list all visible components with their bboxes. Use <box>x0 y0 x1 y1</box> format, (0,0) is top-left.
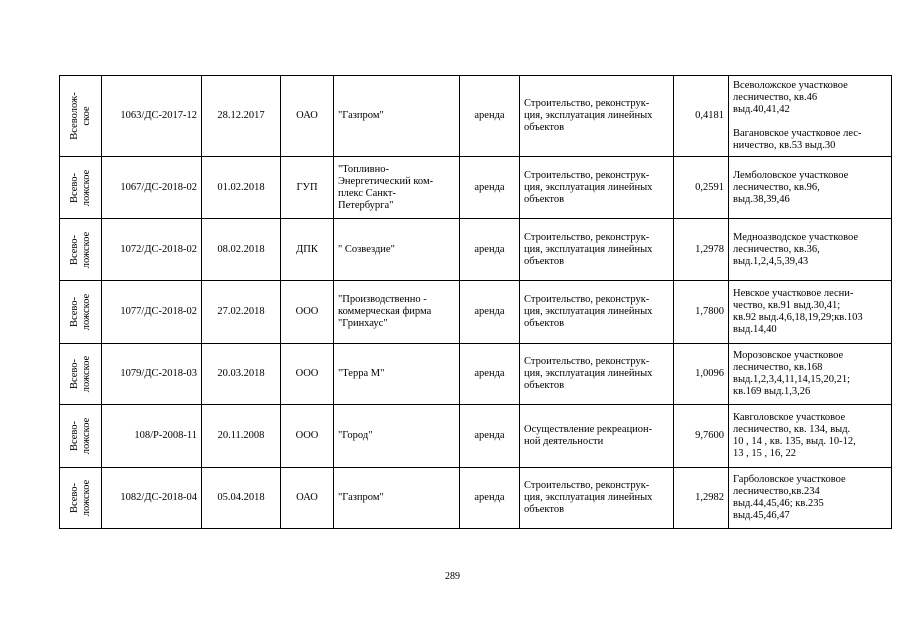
page-number: 289 <box>445 571 460 582</box>
contract-date-cell: 01.02.2018 <box>202 157 281 219</box>
legal-form-cell: ООО <box>281 281 334 344</box>
contract-number-cell: 1079/ДС-2018-03 <box>102 344 202 405</box>
use-type-cell: аренда <box>460 468 520 529</box>
district-text: ложское <box>80 231 92 268</box>
forest-location-text: Морозовское участковое лесничество, кв.168 выд.1,2,3,4,11,14,15,20,21; кв.169 выд.1,3,26 <box>733 350 851 397</box>
legal-form-cell: ООО <box>281 405 334 468</box>
forest-location-cell <box>729 281 892 344</box>
district-text: Всево- <box>68 172 80 203</box>
district-cell <box>60 219 102 281</box>
district-text: ложское <box>80 169 92 206</box>
district-text: ложское <box>80 417 92 455</box>
forest-location-cell <box>729 219 892 281</box>
purpose-cell: Строительство, реконструк- ция, эксплуатация линейных объектов <box>520 76 674 157</box>
contract-number-cell: 1063/ДС-2017-12 <box>102 76 202 157</box>
forest-location-text: Невское участковое лесни- чество, кв.91 выд.30,41; кв.92 выд.4,6,18,19,29;кв.103 выд.14,40 <box>733 288 863 335</box>
district-cell <box>60 344 102 405</box>
district-text: ское <box>80 106 92 126</box>
table-row <box>60 157 892 219</box>
contract-date-cell: 20.03.2018 <box>202 344 281 405</box>
table-row <box>60 281 892 344</box>
district-text: Всево- <box>68 358 80 390</box>
contract-number-cell: 108/Р-2008-11 <box>102 405 202 468</box>
use-type-cell: аренда <box>460 219 520 281</box>
use-type-cell: аренда <box>460 281 520 344</box>
table-row <box>60 405 892 468</box>
contract-date-cell: 20.11.2008 <box>202 405 281 468</box>
tenant-name-cell: "Топливно- Энергетический ком- плекс Санкт- Петербурга" <box>334 157 460 219</box>
area-cell: 0,4181 <box>674 76 729 157</box>
table-row <box>60 76 892 157</box>
lease-registry-table <box>59 75 892 529</box>
forest-location-text: Лемболовское участковое лесничество, кв.96, выд.38,39,46 <box>733 169 849 205</box>
forest-location-cell <box>729 76 892 157</box>
area-cell: 9,7600 <box>674 405 729 468</box>
tenant-name-cell: " Созвездие" <box>334 219 460 281</box>
contract-date-cell: 05.04.2018 <box>202 468 281 529</box>
tenant-name-cell: "Город" <box>334 405 460 468</box>
contract-date-cell: 28.12.2017 <box>202 76 281 157</box>
purpose-cell: Строительство, реконструк- ция, эксплуатация линейных объектов <box>520 219 674 281</box>
area-cell: 1,2982 <box>674 468 729 529</box>
district-cell <box>60 76 102 157</box>
use-type-cell: аренда <box>460 344 520 405</box>
legal-form-cell: ГУП <box>281 157 334 219</box>
district-text: Всеволож- <box>68 92 80 140</box>
table-body <box>60 76 892 529</box>
forest-location-text: Медноазводское участковое лесничество, кв.36, выд.1,2,4,5,39,43 <box>733 231 858 267</box>
district-cell <box>60 157 102 219</box>
contract-date-cell: 27.02.2018 <box>202 281 281 344</box>
forest-location-text: Гарболовское участковое лесничество,кв.234 выд.44,45,46; кв.235 выд.45,46,47 <box>733 474 846 521</box>
legal-form-cell: ООО <box>281 344 334 405</box>
forest-location-text: Кавголовское участковое лесничество, кв. 134, выд. 10 , 14 , кв. 135, выд. 10-12, 13 , 15 , 16, 22 <box>733 412 856 459</box>
purpose-cell: Строительство, реконструк- ция, эксплуатация линейных объектов <box>520 344 674 405</box>
purpose-cell: Осуществление рекреацион- ной деятельности <box>520 405 674 468</box>
forest-location-text: Всеволожское участковое лесничество, кв.46 выд.40,41,42 <box>733 80 848 115</box>
purpose-cell: Строительство, реконструк- ция, эксплуатация линейных объектов <box>520 281 674 344</box>
area-cell: 0,2591 <box>674 157 729 219</box>
area-cell: 1,2978 <box>674 219 729 281</box>
forest-location-cell <box>729 468 892 529</box>
district-text: Всево- <box>68 296 80 328</box>
contract-number-cell: 1067/ДС-2018-02 <box>102 157 202 219</box>
tenant-name-cell: "Газпром" <box>334 468 460 529</box>
purpose-cell: Строительство, реконструк- ция, эксплуатация линейных объектов <box>520 157 674 219</box>
use-type-cell: аренда <box>460 157 520 219</box>
contract-date-cell: 08.02.2018 <box>202 219 281 281</box>
purpose-cell: Строительство, реконструк- ция, эксплуатация линейных объектов <box>520 468 674 529</box>
district-text: Всево- <box>68 482 80 514</box>
tenant-name-cell: "Производственно - коммерческая фирма "Гринхаус" <box>334 281 460 344</box>
legal-form-cell: ОАО <box>281 76 334 157</box>
legal-form-cell: ДПК <box>281 219 334 281</box>
district-cell <box>60 468 102 529</box>
forest-location-cell <box>729 157 892 219</box>
district-cell <box>60 281 102 344</box>
contract-number-cell: 1072/ДС-2018-02 <box>102 219 202 281</box>
forest-location-cell <box>729 344 892 405</box>
district-text: ложское <box>80 479 92 517</box>
area-cell: 1,0096 <box>674 344 729 405</box>
tenant-name-cell: "Терра М" <box>334 344 460 405</box>
contract-number-cell: 1077/ДС-2018-02 <box>102 281 202 344</box>
legal-form-cell: ОАО <box>281 468 334 529</box>
use-type-cell: аренда <box>460 76 520 157</box>
district-cell <box>60 405 102 468</box>
tenant-name-cell: "Газпром" <box>334 76 460 157</box>
district-text: Всево- <box>68 420 80 452</box>
forest-location-cell <box>729 405 892 468</box>
district-text: ложское <box>80 355 92 393</box>
area-cell: 1,7800 <box>674 281 729 344</box>
forest-location-text: Вагановское участковое лес- ничество, кв.53 выд.30 <box>733 128 862 151</box>
table-row <box>60 468 892 529</box>
district-text: ложское <box>80 293 92 331</box>
district-text: Всево- <box>68 234 80 265</box>
use-type-cell: аренда <box>460 405 520 468</box>
contract-number-cell: 1082/ДС-2018-04 <box>102 468 202 529</box>
table-row <box>60 344 892 405</box>
table-row <box>60 219 892 281</box>
